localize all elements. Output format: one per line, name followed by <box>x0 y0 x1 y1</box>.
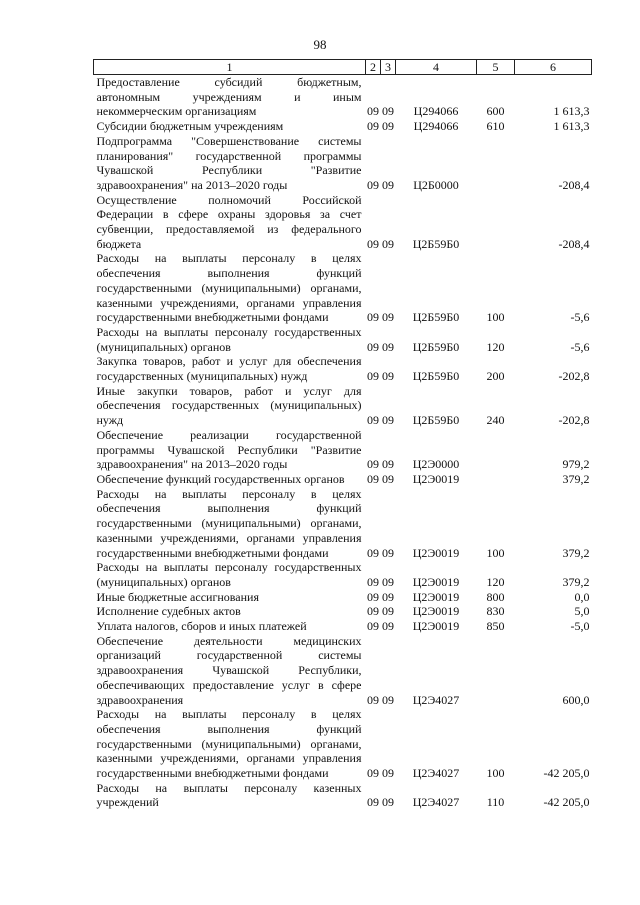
table-row <box>94 619 592 634</box>
row-expense-type: 100 <box>486 545 505 560</box>
row-expense-type: 800 <box>486 589 505 604</box>
table-row <box>94 604 592 619</box>
row-section: 09 <box>367 339 379 354</box>
row-section: 09 <box>367 766 379 781</box>
table-row <box>94 590 592 605</box>
row-name: Расходы на выплаты персоналу государственных (муниципальных) органов <box>96 560 362 589</box>
row-section: 09 <box>367 589 379 604</box>
row-name: Осуществление полномочий Российской Федерации в сфере охраны здоровья за счет субвенции, предоставляемой из федерального бюджета <box>96 192 362 251</box>
row-name: Расходы на выплаты персоналу казенных учреждений <box>96 780 362 810</box>
row-name: Субсидии бюджетным учреждениям <box>96 119 284 134</box>
row-target-item: Ц2Э0019 <box>412 545 460 560</box>
row-target-item: Ц2Э4027 <box>412 692 460 707</box>
row-subsection: 09 <box>382 619 394 634</box>
row-subsection: 09 <box>382 236 394 251</box>
table-row <box>94 707 592 781</box>
row-amount: 379,2 <box>562 471 590 486</box>
table-row <box>94 251 592 325</box>
row-name: Подпрограмма "Совершенствование системы планирования" государственной программы Чувашской Республики "Развитие здравоохранения" на 2013–2020 годы <box>96 133 362 192</box>
row-expense-type: 100 <box>486 310 505 325</box>
header-col-subsection: 3 <box>381 60 396 75</box>
row-expense-type <box>477 428 515 472</box>
table-row <box>94 634 592 708</box>
row-name: Обеспечение деятельности медицинских организаций государственной системы здравоохранения Чувашской Республики, обеспечивающих предоставление услуг в сфере здравоохранения <box>96 633 362 707</box>
row-section: 09 <box>367 545 379 560</box>
row-subsection: 09 <box>382 119 394 134</box>
row-subsection: 09 <box>382 574 394 589</box>
table-row <box>94 354 592 383</box>
row-subsection: 09 <box>382 177 394 192</box>
row-target-item: Ц2Э0019 <box>412 604 460 619</box>
header-col-target-item: 4 <box>396 60 477 75</box>
row-target-item: Ц2Э0019 <box>412 619 460 634</box>
row-name: Расходы на выплаты персоналу государственных (муниципальных) органов <box>96 324 362 354</box>
row-target-item: Ц2Э0019 <box>412 574 460 589</box>
row-section: 09 <box>367 457 379 472</box>
row-name: Расходы на выплаты персоналу в целях обеспечения выполнения функций государственными (муниципальными) органами, казенными учреждениями, органами управления государственными внебюджетными фондами <box>96 486 362 560</box>
row-section: 09 <box>367 604 379 619</box>
table-row <box>94 487 592 561</box>
row-expense-type: 600 <box>486 104 505 119</box>
row-section: 09 <box>367 795 379 810</box>
row-section: 09 <box>367 177 379 192</box>
row-name: Закупка товаров, работ и услуг для обеспечения государственных (муниципальных) нужд <box>96 354 362 384</box>
row-expense-type: 120 <box>486 339 505 354</box>
row-target-item: Ц2Б59Б0 <box>412 310 460 325</box>
row-amount: -202,8 <box>558 369 590 384</box>
row-expense-type <box>477 134 515 193</box>
row-amount: -5,0 <box>570 619 590 634</box>
row-name: Расходы на выплаты персоналу в целях обеспечения выполнения функций государственными (муниципальными) органами, казенными учреждениями, органами управления государственными внебюджетными фондами <box>96 251 362 325</box>
header-col-name: 1 <box>94 60 366 75</box>
row-target-item: Ц2Э0019 <box>412 471 460 486</box>
row-amount: 379,2 <box>562 545 590 560</box>
row-amount: 0,0 <box>574 589 590 604</box>
row-subsection: 09 <box>382 766 394 781</box>
row-subsection: 09 <box>382 589 394 604</box>
row-subsection: 09 <box>382 413 394 428</box>
row-amount: -5,6 <box>570 310 590 325</box>
row-expense-type <box>477 193 515 252</box>
table-row <box>94 384 592 428</box>
row-target-item: Ц294066 <box>413 104 459 119</box>
row-name: Обеспечение функций государственных органов <box>96 471 345 486</box>
row-section: 09 <box>367 574 379 589</box>
row-expense-type: 830 <box>486 604 505 619</box>
row-amount: -42 205,0 <box>543 766 590 781</box>
row-section: 09 <box>367 104 379 119</box>
row-subsection: 09 <box>382 471 394 486</box>
row-target-item: Ц2Б59Б0 <box>412 413 460 428</box>
budget-table <box>93 59 592 810</box>
row-target-item: Ц2Б59Б0 <box>412 236 460 251</box>
row-target-item: Ц2Э0019 <box>412 589 460 604</box>
row-subsection: 09 <box>382 692 394 707</box>
row-subsection: 09 <box>382 369 394 384</box>
row-expense-type: 240 <box>486 413 505 428</box>
row-expense-type <box>477 634 515 708</box>
table-row <box>94 75 592 120</box>
row-target-item: Ц2Э4027 <box>412 795 460 810</box>
page-number: 98 <box>313 37 327 52</box>
row-target-item: Ц2Э0000 <box>412 457 460 472</box>
row-amount: 1 613,3 <box>553 104 590 119</box>
row-subsection: 09 <box>382 795 394 810</box>
row-name: Исполнение судебных актов <box>96 604 241 619</box>
row-subsection: 09 <box>382 104 394 119</box>
row-expense-type: 850 <box>486 619 505 634</box>
row-amount: 5,0 <box>574 604 590 619</box>
row-amount: 979,2 <box>562 457 590 472</box>
row-subsection: 09 <box>382 457 394 472</box>
table-row <box>94 560 592 589</box>
row-section: 09 <box>367 692 379 707</box>
table-row <box>94 119 592 134</box>
row-expense-type: 120 <box>486 574 505 589</box>
row-name: Расходы на выплаты персоналу в целях обеспечения выполнения функций государственными (муниципальными) органами, казенными учреждениями, органами управления государственными внебюджетными фондами <box>96 707 362 781</box>
row-expense-type: 100 <box>486 766 505 781</box>
row-amount: -42 205,0 <box>543 795 590 810</box>
row-section: 09 <box>367 236 379 251</box>
table-row <box>94 193 592 252</box>
row-subsection: 09 <box>382 604 394 619</box>
row-expense-type <box>477 472 515 487</box>
row-subsection: 09 <box>382 545 394 560</box>
row-expense-type: 110 <box>486 795 505 810</box>
row-amount: 600,0 <box>562 692 590 707</box>
row-name: Уплата налогов, сборов и иных платежей <box>96 619 307 634</box>
row-name: Иные бюджетные ассигнования <box>96 589 259 604</box>
table-row <box>94 781 592 810</box>
header-col-amount: 6 <box>515 60 592 75</box>
row-amount: -202,8 <box>558 413 590 428</box>
row-amount: 1 613,3 <box>553 119 590 134</box>
row-name: Обеспечение реализации государственной программы Чувашской Республики "Развитие здравоохранения" на 2013–2020 годы <box>96 427 362 472</box>
row-section: 09 <box>367 413 379 428</box>
row-name: Иные закупки товаров, работ и услуг для обеспечения государственных (муниципальных) нужд <box>96 383 362 428</box>
header-col-section: 2 <box>366 60 381 75</box>
row-target-item: Ц2Б0000 <box>413 177 459 192</box>
row-name: Предоставление субсидий бюджетным, автономным учреждениям и иным некоммерческим организациям <box>96 75 362 119</box>
table-row <box>94 134 592 193</box>
row-section: 09 <box>367 119 379 134</box>
row-amount: -5,6 <box>570 339 590 354</box>
table-row <box>94 472 592 487</box>
row-target-item: Ц294066 <box>413 119 459 134</box>
row-amount: -208,4 <box>558 177 590 192</box>
row-section: 09 <box>367 369 379 384</box>
row-subsection: 09 <box>382 339 394 354</box>
table-header <box>94 60 592 75</box>
row-expense-type: 610 <box>486 119 505 134</box>
row-target-item: Ц2Б59Б0 <box>412 339 460 354</box>
row-expense-type: 200 <box>486 369 505 384</box>
row-section: 09 <box>367 471 379 486</box>
row-amount: -208,4 <box>558 236 590 251</box>
row-section: 09 <box>367 619 379 634</box>
row-subsection: 09 <box>382 310 394 325</box>
row-amount: 379,2 <box>562 574 590 589</box>
table-row <box>94 428 592 472</box>
row-target-item: Ц2Б59Б0 <box>412 369 460 384</box>
row-section: 09 <box>367 310 379 325</box>
header-row <box>94 60 592 75</box>
header-col-expense-type: 5 <box>477 60 515 75</box>
table-row <box>94 325 592 354</box>
row-target-item: Ц2Э4027 <box>412 766 460 781</box>
table-body <box>94 75 592 811</box>
